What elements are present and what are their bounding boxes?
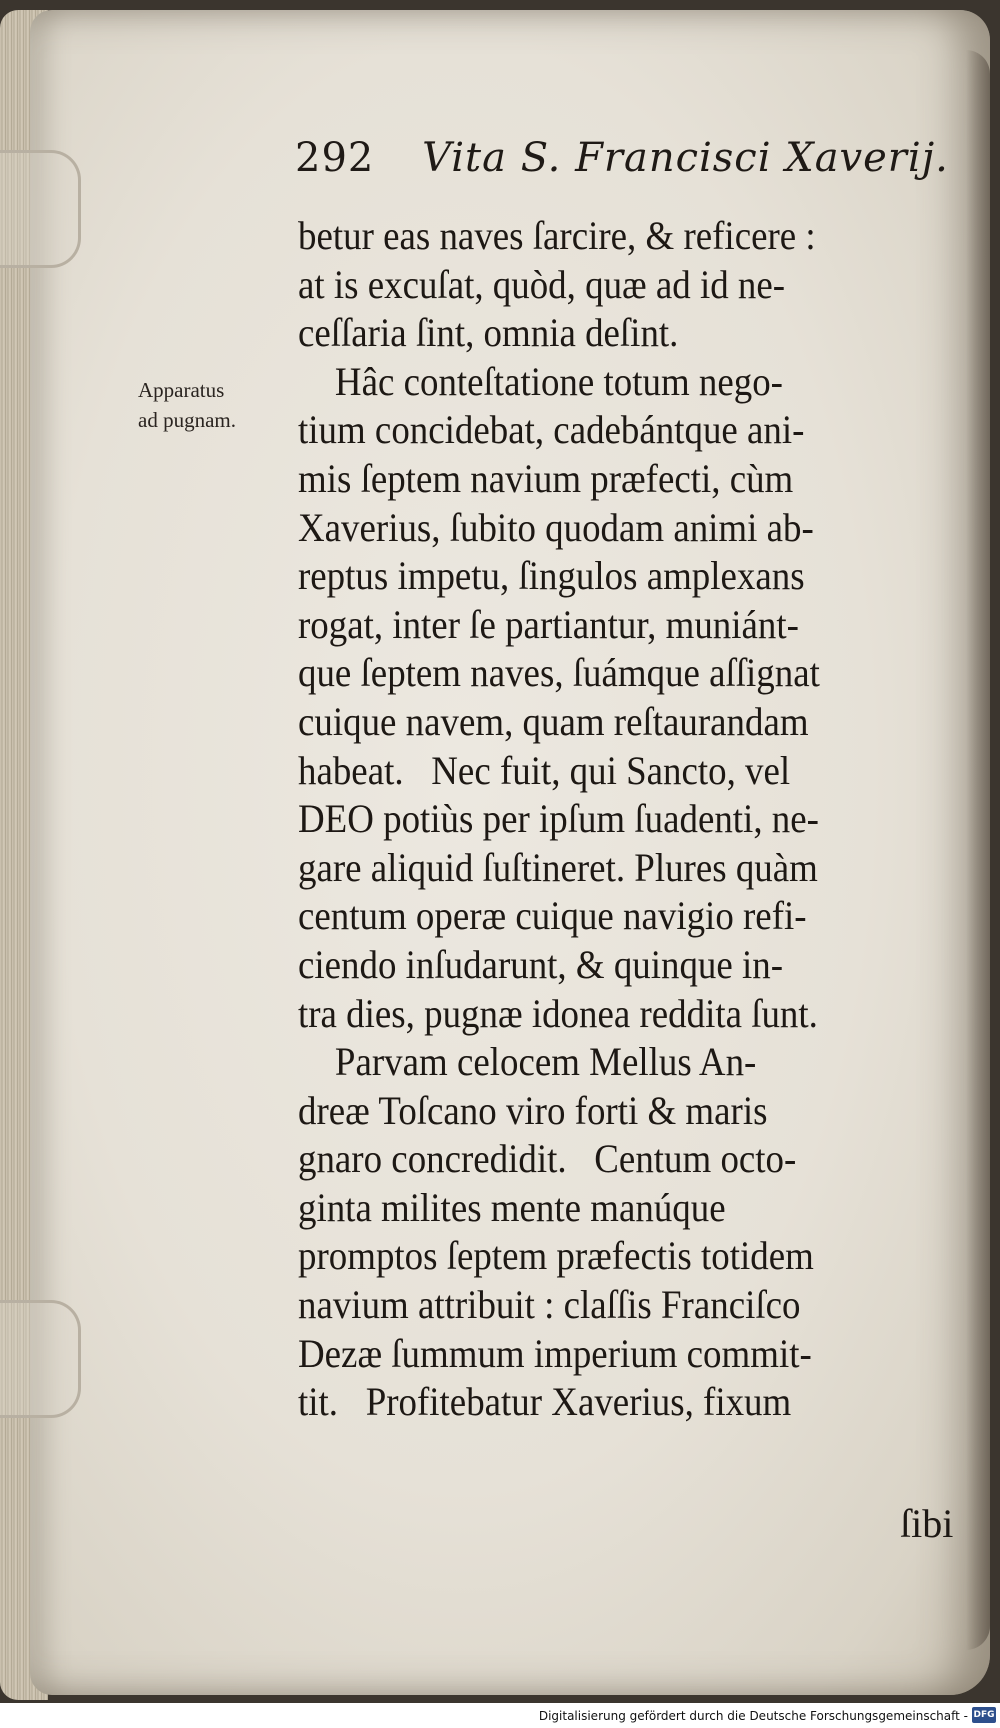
text-line: tra dies, pugnæ idonea reddita ſunt. (298, 990, 818, 1036)
dfg-logo: DFG (972, 1707, 996, 1723)
page-number: 292 (295, 135, 375, 181)
text-line: Hâc conteſtatione totum nego- (298, 358, 783, 404)
text-line: cuique navem, quam reſtaurandam (298, 698, 809, 744)
running-title: Vita S. Francisci Xaverij. (422, 135, 949, 181)
text-line: gnaro concredidit. Centum octo- (298, 1136, 797, 1182)
text-line: betur eas naves ſarcire, & reficere : (298, 213, 816, 258)
funding-credit: Digitalisierung gefördert durch die Deutsche Forschungsgemeinschaft - (538, 1709, 968, 1723)
text-line: gare aliquid ſuſtineret. Plures quàm (298, 844, 818, 890)
text-line: rogat, inter ſe partiantur, muniánt- (298, 601, 799, 647)
text-line: tit. Profitebatur Xaverius, fixum (298, 1379, 792, 1425)
catchword: ſibi (900, 1501, 954, 1546)
text-line: que ſeptem naves, ſuámque aſſignat (298, 650, 820, 696)
marginal-note (138, 375, 298, 435)
page-gutter-shadow (966, 50, 990, 1650)
text-line: ginta milites mente manúque (298, 1184, 726, 1230)
digitization-footer (0, 1703, 1000, 1728)
text-line: ceſſaria ſint, omnia deſint. (298, 310, 679, 356)
body-text (298, 212, 948, 1427)
text-line: navium attribuit : claſſis Franciſco (298, 1282, 801, 1328)
page-clip-top (0, 150, 81, 268)
text-line: mis ſeptem navium præfecti, cùm (298, 455, 794, 501)
text-line: habeat. Nec fuit, qui Sancto, vel (298, 747, 791, 793)
text-line: dreæ Toſcano viro forti & maris (298, 1087, 768, 1133)
text-line: promptos ſeptem præfectis totidem (298, 1233, 814, 1279)
text-line: ciendo inſudarunt, & quinque in- (298, 941, 784, 987)
text-line: centum operæ cuique navigio refi- (298, 893, 807, 939)
text-line: Xaverius, ſubito quodam animi ab- (298, 504, 814, 550)
text-line: at is excuſat, quòd, quæ ad id ne- (298, 261, 786, 307)
marginal-note-line: Apparatus (138, 378, 225, 402)
page-clip-bottom (0, 1300, 81, 1418)
text-line: reptus impetu, ſingulos amplexans (298, 553, 805, 599)
text-line: Dezæ ſummum imperium commit- (298, 1330, 812, 1376)
text-line: Parvam celocem Mellus An- (298, 1039, 757, 1085)
running-header (295, 135, 949, 195)
text-line: DEO potiùs per ipſum ſuadenti, ne- (298, 796, 819, 842)
text-line: tium concidebat, cadebántque ani- (298, 407, 805, 453)
marginal-note-line: ad pugnam. (138, 408, 236, 432)
